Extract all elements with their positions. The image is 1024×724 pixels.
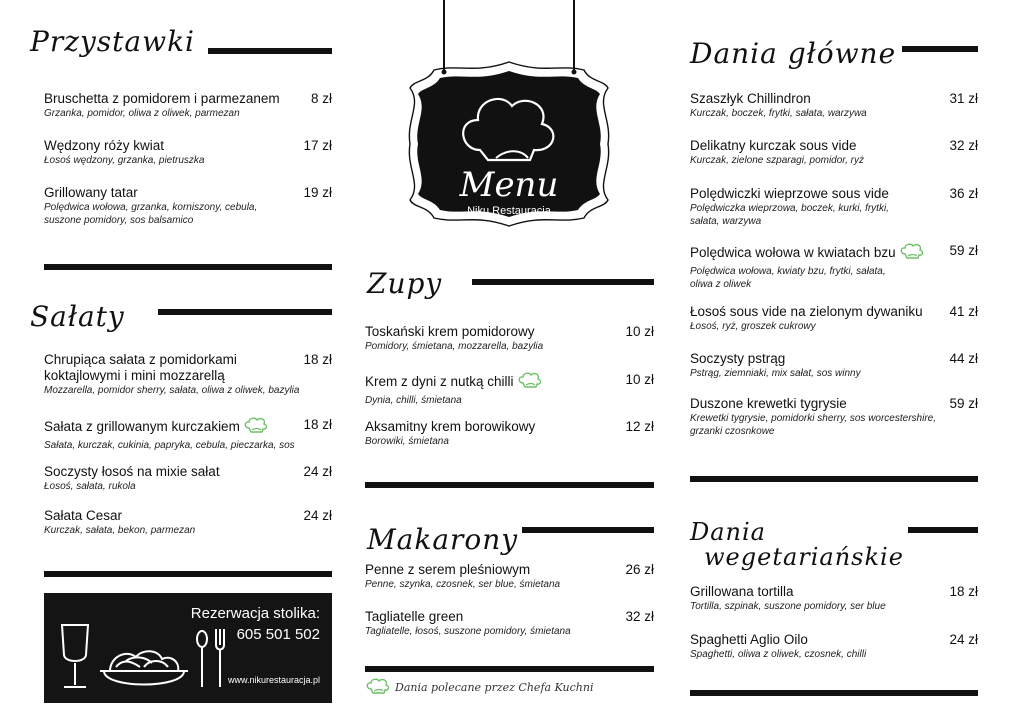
sign-subtitle: Niku Restauracja [467,205,551,217]
sign-title: Menu [459,165,559,205]
item-name: Duszone krewetki tygrysie [690,396,847,411]
section-title-line: Dania [690,517,766,546]
chef-hat-icon [243,417,269,439]
item-name-row [690,243,978,265]
item-name: Wędzony róży kwiat [44,138,165,153]
item-price: 18 zł [303,352,332,367]
menu-item [365,372,654,408]
menu-item [690,91,978,121]
chef-hat-icon [899,243,925,265]
menu-sign [404,0,614,248]
item-description: Pomidory, śmietana, mozzarella, bazylia [365,341,544,352]
item-price: 59 zł [949,396,978,411]
item-price: 18 zł [303,417,332,432]
item-price: 19 zł [303,185,332,200]
item-description: Penne, szynka, czosnek, ser blue, śmietana [365,579,561,590]
item-description: Pstrąg, ziemniaki, mix sałat, sos winny [690,368,861,379]
item-name: Grillowany tatar [44,185,138,200]
section-bar [158,309,332,315]
item-price: 24 zł [303,508,332,523]
item-name-row [365,372,654,394]
menu-item [365,562,654,592]
section-bar [522,527,654,533]
chef-hat-icon [365,678,391,701]
item-name: Tagliatelle green [365,609,464,624]
item-description: Kurczak, zielone szparagi, pomidor, ryż [690,155,864,166]
section-bar [902,46,978,52]
item-name: Sałata Cesar [44,508,123,523]
item-description: Polędwica wołowa, kwiaty bzu, frytki, sałata, oliwa z oliwek [690,266,886,290]
item-price: 36 zł [949,186,978,201]
menu-item [365,324,654,354]
item-description: Kurczak, sałata, bekon, parmezan [44,525,196,536]
item-description: Sałata, kurczak, cukinia, papryka, cebula, pieczarka, sos [44,440,295,451]
menu-item [690,351,978,381]
item-price: 59 zł [949,243,978,258]
menu-item [690,584,978,614]
item-name: Aksamitny krem borowikowy [365,419,536,434]
chef-hat-icon [517,372,543,394]
chef-recommendation-legend [365,678,654,700]
section-divider [44,264,332,270]
item-price: 8 zł [310,91,332,106]
menu-item [44,138,332,168]
item-description: Dynia, chilli, śmietana [365,395,462,406]
section-title-zupy: Zupy [367,267,443,300]
menu-item [365,419,654,449]
section-title-makarony: Makarony [367,523,519,556]
item-name-row [44,417,332,439]
item-name: Delikatny kurczak sous vide [690,138,857,153]
item-name: Soczysty pstrąg [690,351,786,366]
item-price: 26 zł [625,562,654,577]
item-price: 44 zł [949,351,978,366]
item-name: Bruschetta z pomidorem i parmezanem [44,91,280,106]
item-name: Soczysty łosoś na mixie sałat [44,464,220,479]
item-description: Spaghetti, oliwa z oliwek, czosnek, chilli [690,649,867,660]
item-description: Polędwica wołowa, grzanka, korniszony, cebula, suszone pomidory, sos balsamico [44,202,258,226]
menu-item [690,396,978,438]
menu-item [690,186,978,228]
menu-item [44,352,332,398]
item-description: Krewetki tygrysie, pomidorki sherry, sos worcestershire, grzanki czosnkowe [690,413,936,437]
item-name: Polędwiczki wieprzowe sous vide [690,186,889,201]
tableware-icon [54,617,234,691]
section-divider [44,571,332,577]
section-title-line: wegetariańskie [704,542,904,571]
item-price: 41 zł [949,304,978,319]
item-description: Mozzarella, pomidor sherry, sałata, oliwa z oliwek, bazylia [44,385,300,396]
item-description: Grzanka, pomidor, oliwa z oliwek, parmezan [44,108,240,119]
menu-item [690,632,978,662]
item-name: Spaghetti Aglio Oilo [690,632,808,647]
section-title-wegetarianskie [690,517,904,571]
menu-item [44,508,332,538]
item-price: 17 zł [303,138,332,153]
menu-item [365,609,654,639]
section-divider [365,666,654,672]
item-description: Łosoś wędzony, grzanka, pietruszka [44,155,205,166]
item-price: 32 zł [625,609,654,624]
item-description: Łosoś, ryż, groszek cukrowy [690,321,816,332]
item-price: 12 zł [625,419,654,434]
section-divider [690,476,978,482]
item-name: Sałata z grillowanym kurczakiem [44,419,240,434]
section-header-dania-glowne [690,32,978,68]
item-description: Łosoś, sałata, rukola [44,481,136,492]
section-bar [908,527,978,533]
item-name: Łosoś sous vide na zielonym dywaniku [690,304,923,319]
item-name: Chrupiąca sałata z pomidorkami koktajlowymi i mini mozzarellą [44,352,237,383]
menu-item [44,185,332,227]
menu-item [44,417,332,453]
section-divider [365,482,654,488]
item-description: Kurczak, boczek, frytki, sałata, warzywa [690,108,867,119]
item-price: 31 zł [949,91,978,106]
website-link[interactable]: www.nikurestauracja.pl [227,675,320,685]
item-price: 10 zł [625,372,654,387]
item-name: Polędwica wołowa w kwiatach bzu [690,245,896,260]
item-price: 10 zł [625,324,654,339]
menu-item [44,91,332,121]
section-header-przystawki [30,24,332,58]
section-header-zupy [365,262,654,298]
item-price: 24 zł [949,632,978,647]
section-bar [472,279,654,285]
section-header-wegetarianskie [690,512,978,570]
section-header-makarony [365,514,654,554]
item-name: Toskański krem pomidorowy [365,324,535,339]
item-price: 32 zł [949,138,978,153]
menu-item [690,304,978,334]
item-name: Penne z serem pleśniowym [365,562,531,577]
reservation-box [44,593,332,703]
menu-item [690,243,978,291]
legend-text: Dania polecane przez Chefa Kuchni [395,681,594,694]
section-title-dania-glowne: Dania główne [690,37,897,70]
item-description: Tortilla, szpinak, suszone pomidory, ser blue [690,601,886,612]
item-description: Borowiki, śmietana [365,436,449,447]
section-title-salaty: Sałaty [30,300,125,333]
item-price: 24 zł [303,464,332,479]
menu-item [44,464,332,494]
section-header-salaty [30,297,332,333]
section-bar [208,48,332,54]
menu-sign-board [404,0,614,248]
reservation-label: Rezerwacja stolika: [190,605,320,622]
item-description: Tagliatelle, łosoś, suszone pomidory, śmietana [365,626,571,637]
reservation-phone[interactable]: 605 501 502 [236,626,320,643]
section-divider [690,690,978,696]
menu-item [690,138,978,168]
section-title-przystawki: Przystawki [30,25,195,58]
item-name: Szaszłyk Chillindron [690,91,811,106]
item-name: Krem z dyni z nutką chilli [365,374,514,389]
item-description: Polędwiczka wieprzowa, boczek, kurki, frytki, sałata, warzywa [690,203,889,227]
item-name: Grillowana tortilla [690,584,794,599]
item-price: 18 zł [949,584,978,599]
